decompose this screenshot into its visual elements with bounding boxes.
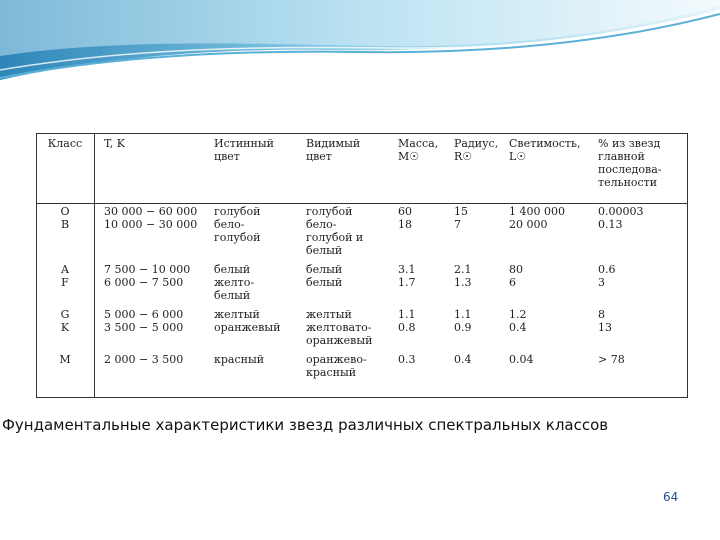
table-cell: 0.8 xyxy=(398,321,416,334)
table-cell: K xyxy=(60,321,70,334)
table-cell: 0.6 xyxy=(598,263,616,276)
table-header-cell: L☉ xyxy=(509,150,527,163)
table-cell: O xyxy=(60,205,70,218)
table-cell: желтовато- xyxy=(306,321,372,334)
table-cell: 3 500 − 5 000 xyxy=(104,321,184,334)
table-cell: 1.3 xyxy=(454,276,472,289)
table-cell: 1.2 xyxy=(509,308,527,321)
table-cell: 0.4 xyxy=(509,321,527,334)
table-left-border xyxy=(36,133,37,398)
table-cell: 7 xyxy=(454,218,461,231)
table-top-rule xyxy=(36,133,688,134)
table-cell: 0.13 xyxy=(598,218,623,231)
table-cell: 2.1 xyxy=(454,263,472,276)
table-cell: > 78 xyxy=(598,353,625,366)
table-header-cell: тельности xyxy=(598,176,658,189)
table-header-cell: цвет xyxy=(214,150,240,163)
table-header-cell: цвет xyxy=(306,150,332,163)
table-cell: 1.1 xyxy=(454,308,472,321)
table-cell: 0.00003 xyxy=(598,205,644,218)
table-cell: 8 xyxy=(598,308,605,321)
table-cell: 7 500 − 10 000 xyxy=(104,263,191,276)
table-cell: оранжевый xyxy=(214,321,281,334)
table-header-cell: Истинный xyxy=(214,137,274,150)
table-header-cell: Светимость, xyxy=(509,137,581,150)
table-cell: белый xyxy=(306,244,343,257)
table-cell: 0.3 xyxy=(398,353,416,366)
table-header-cell: Класс xyxy=(47,137,83,150)
table-cell: красный xyxy=(214,353,265,366)
table-column-divider xyxy=(94,133,95,398)
table-cell: белый xyxy=(214,289,251,302)
table-header-cell: последова- xyxy=(598,163,662,176)
table-cell: 13 xyxy=(598,321,612,334)
table-header-cell: Видимый xyxy=(306,137,361,150)
spectral-class-table xyxy=(36,133,688,398)
table-header-cell: R☉ xyxy=(454,150,473,163)
table-cell: 6 000 − 7 500 xyxy=(104,276,184,289)
table-header-cell: Радиус, xyxy=(454,137,499,150)
table-cell: 60 xyxy=(398,205,412,218)
table-cell: 0.4 xyxy=(454,353,472,366)
table-cell: 3.1 xyxy=(398,263,416,276)
table-cell: 20 000 xyxy=(509,218,548,231)
table-cell: желто- xyxy=(214,276,255,289)
table-caption: Фундаментальные характеристики звезд различных спектральных классов xyxy=(2,416,609,434)
table-cell: красный xyxy=(306,366,357,379)
table-cell: голубой xyxy=(306,205,353,218)
table-cell: голубой xyxy=(214,231,261,244)
table-cell: бело- xyxy=(306,218,337,231)
table-cell: желтый xyxy=(306,308,352,321)
table-cell: 2 000 − 3 500 xyxy=(104,353,184,366)
table-cell: оранжево- xyxy=(306,353,367,366)
table-cell: 6 xyxy=(509,276,516,289)
table-cell: желтый xyxy=(214,308,260,321)
table-header-rule xyxy=(36,203,688,204)
table-cell: оранжевый xyxy=(306,334,373,347)
table-cell: M xyxy=(59,353,71,366)
table-cell: 5 000 − 6 000 xyxy=(104,308,184,321)
table-cell: голубой xyxy=(214,205,261,218)
table-cell: 30 000 − 60 000 xyxy=(104,205,198,218)
table-cell: белый xyxy=(306,276,343,289)
table-cell: 80 xyxy=(509,263,523,276)
table-cell: 0.9 xyxy=(454,321,472,334)
table-header-cell: % из звезд xyxy=(598,137,661,150)
table-header-cell: M☉ xyxy=(398,150,420,163)
table-cell: 18 xyxy=(398,218,412,231)
table-header-cell: Масса, xyxy=(398,137,439,150)
decorative-wave-banner xyxy=(0,0,720,90)
table-cell: G xyxy=(60,308,70,321)
table-cell: B xyxy=(60,218,70,231)
table-cell: 10 000 − 30 000 xyxy=(104,218,198,231)
table-cell: 1.1 xyxy=(398,308,416,321)
table-header-cell: главной xyxy=(598,150,645,163)
table-cell: 1.7 xyxy=(398,276,416,289)
table-cell: бело- xyxy=(214,218,245,231)
table-cell: голубой и xyxy=(306,231,364,244)
table-cell: белый xyxy=(214,263,251,276)
table-right-border xyxy=(687,133,688,398)
table-cell: 3 xyxy=(598,276,605,289)
table-cell: A xyxy=(61,263,69,276)
table-cell: 15 xyxy=(454,205,468,218)
table-cell: белый xyxy=(306,263,343,276)
table-bottom-rule xyxy=(36,397,688,398)
table-header-cell: T, K xyxy=(104,137,125,150)
table-cell: F xyxy=(61,276,69,289)
table-cell: 0.04 xyxy=(509,353,534,366)
table-cell: 1 400 000 xyxy=(509,205,565,218)
page-number: 64 xyxy=(663,490,679,504)
